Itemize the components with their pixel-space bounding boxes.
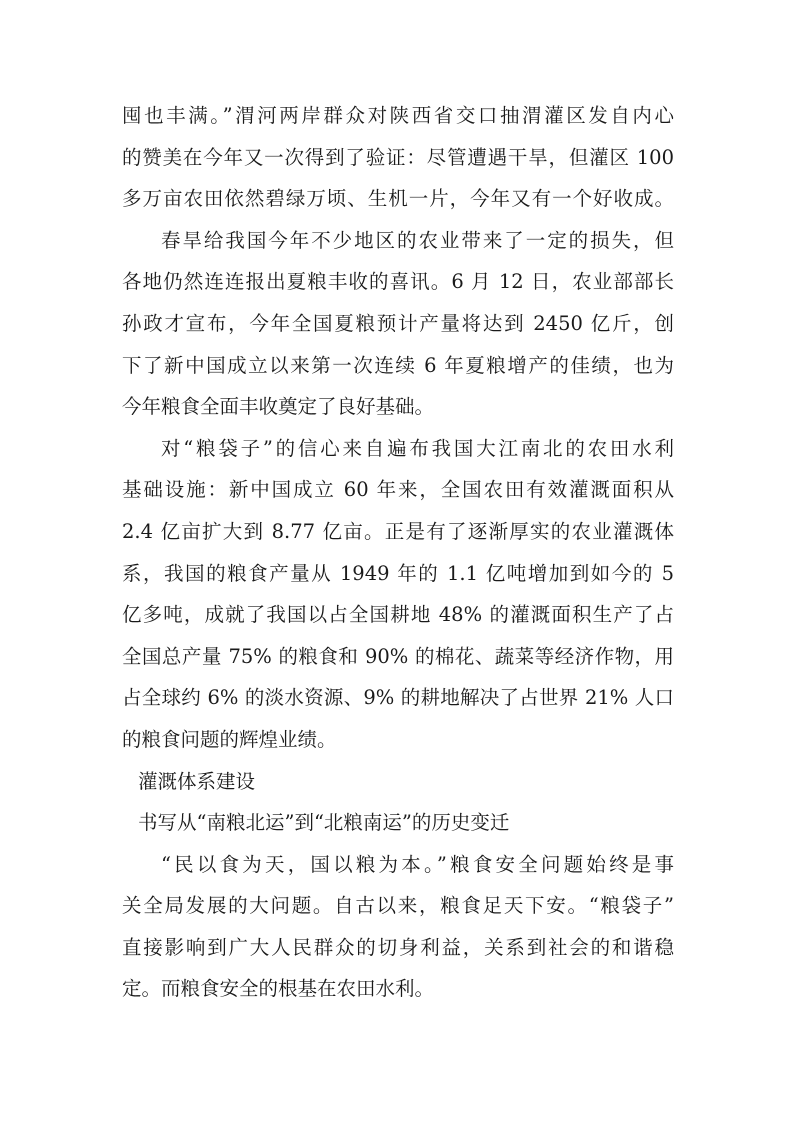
text-line: 多万亩农田依然碧绿万顷、生机一片，今年又有一个好收成。	[122, 187, 674, 211]
text-line: 占全球约 6% 的淡水资源、9% 的耕地解决了占世界 21% 人口	[122, 686, 674, 710]
text-line: 基础设施：新中国成立 60 年来，全国农田有效灌溉面积从	[122, 478, 674, 502]
text-line: 关全局发展的大问题。自古以来，粮食足天下安。“粮袋子”	[122, 894, 674, 918]
paragraph-first-line: 对“粮袋子”的信心来自遍布我国大江南北的农田水利	[161, 436, 674, 460]
text-line: 的赞美在今年又一次得到了验证：尽管遭遇干旱，但灌区 100	[122, 145, 674, 169]
paragraph-first-line: 春旱给我国今年不少地区的农业带来了一定的损失，但	[161, 228, 674, 252]
text-line: 孙政才宣布，今年全国夏粮预计产量将达到 2450 亿斤，创	[122, 311, 674, 335]
text-line: 亿多吨，成就了我国以占全国耕地 48% 的灌溉面积生产了占	[122, 603, 674, 627]
text-line: 各地仍然连连报出夏粮丰收的喜讯。6 月 12 日，农业部部长	[122, 270, 674, 294]
text-line: 直接影响到广大人民群众的切身利益，关系到社会的和谐稳	[122, 935, 674, 959]
paragraph-last-line: 定。而粮食安全的根基在农田水利。	[122, 977, 435, 1001]
article-body	[122, 95, 674, 1010]
paragraph-last-line: 的粮食问题的辉煌业绩。	[122, 727, 337, 751]
text-line: 囤也丰满。”渭河两岸群众对陕西省交口抽渭灌区发自内心	[122, 104, 674, 127]
text-line: 2.4 亿亩扩大到 8.77 亿亩。正是有了逐渐厚实的农业灌溉体	[122, 519, 674, 543]
text-line: 全国总产量 75% 的粮食和 90% 的棉花、蔬菜等经济作物，用	[122, 644, 674, 668]
paragraph-last-line: 今年粮食全面丰收奠定了良好基础。	[122, 395, 435, 419]
text-line: 系，我国的粮食产量从 1949 年的 1.1 亿吨增加到如今的 5	[122, 561, 674, 585]
paragraph-first-line: “民以食为天，国以粮为本。”粮食安全问题始终是事	[161, 852, 674, 876]
section-heading: 灌溉体系建设	[138, 769, 256, 793]
text-line: 下了新中国成立以来第一次连续 6 年夏粮增产的佳绩，也为	[122, 353, 674, 377]
section-subheading: 书写从“南粮北运”到“北粮南运”的历史变迁	[138, 811, 510, 835]
